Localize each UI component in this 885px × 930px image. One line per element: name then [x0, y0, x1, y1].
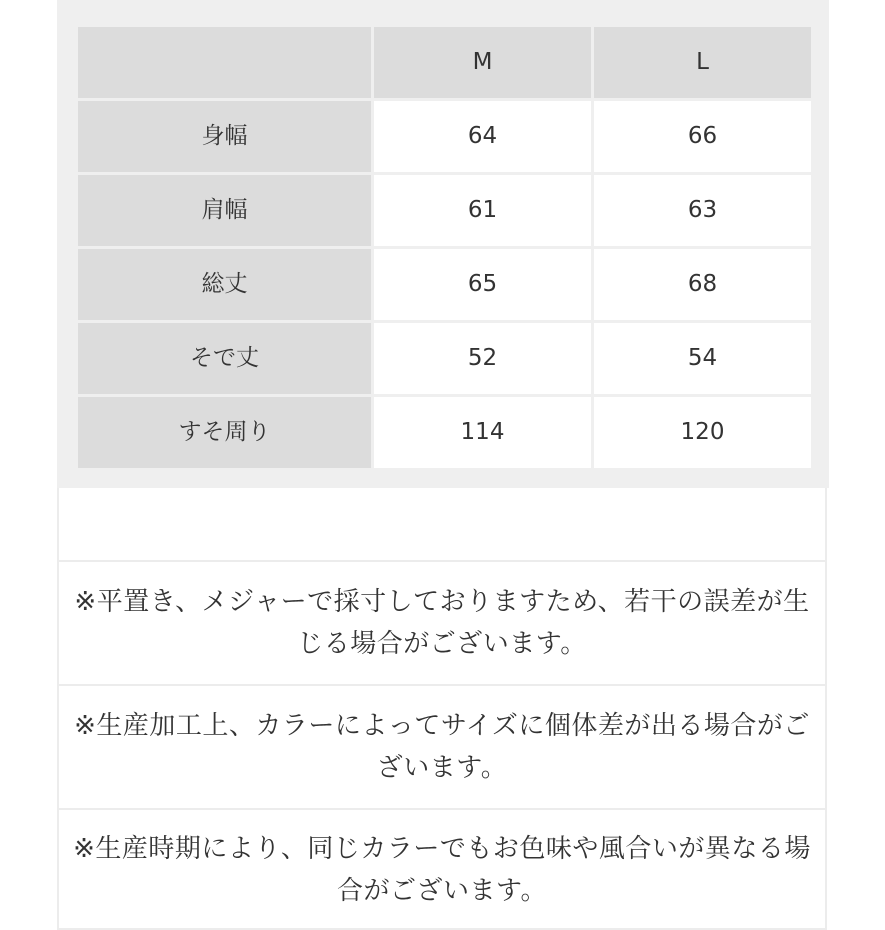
table-row — [78, 249, 811, 320]
table-row — [78, 397, 811, 468]
page-margin-left — [0, 0, 57, 885]
note-box-color-variance — [57, 686, 827, 810]
row-label-shoulder-width: 肩幅 — [78, 175, 371, 246]
table-row — [78, 175, 811, 246]
value-cell: 66 — [594, 101, 811, 172]
size-table — [75, 24, 814, 471]
value-cell: 65 — [374, 249, 591, 320]
note-text-color-variance: ※生産加工上、カラーによってサイズに個体差が出る場合がございます。 — [74, 711, 810, 783]
size-header-m: M — [374, 27, 591, 98]
row-label-body-width: 身幅 — [78, 101, 371, 172]
note-text-production-period: ※生産時期により、同じカラーでもお色味や風合いが異なる場合がございます。 — [73, 834, 811, 906]
table-row — [78, 101, 811, 172]
row-label-hem-circumference: すそ周り — [78, 397, 371, 468]
row-label-total-length: 総丈 — [78, 249, 371, 320]
value-cell: 120 — [594, 397, 811, 468]
value-cell: 68 — [594, 249, 811, 320]
empty-box — [57, 488, 827, 562]
value-cell: 52 — [374, 323, 591, 394]
note-text-measurement: ※平置き、メジャーで採寸しておりますため、若干の誤差が生じる場合がございます。 — [74, 587, 810, 659]
value-cell: 61 — [374, 175, 591, 246]
row-label-sleeve-length: そで丈 — [78, 323, 371, 394]
table-row — [78, 323, 811, 394]
value-cell: 64 — [374, 101, 591, 172]
value-cell: 54 — [594, 323, 811, 394]
value-cell: 63 — [594, 175, 811, 246]
size-table-corner-cell — [78, 27, 371, 98]
value-cell: 114 — [374, 397, 591, 468]
note-box-production-period — [57, 810, 827, 930]
size-table-header-row — [78, 27, 811, 98]
note-box-measurement — [57, 562, 827, 686]
size-header-l: L — [594, 27, 811, 98]
